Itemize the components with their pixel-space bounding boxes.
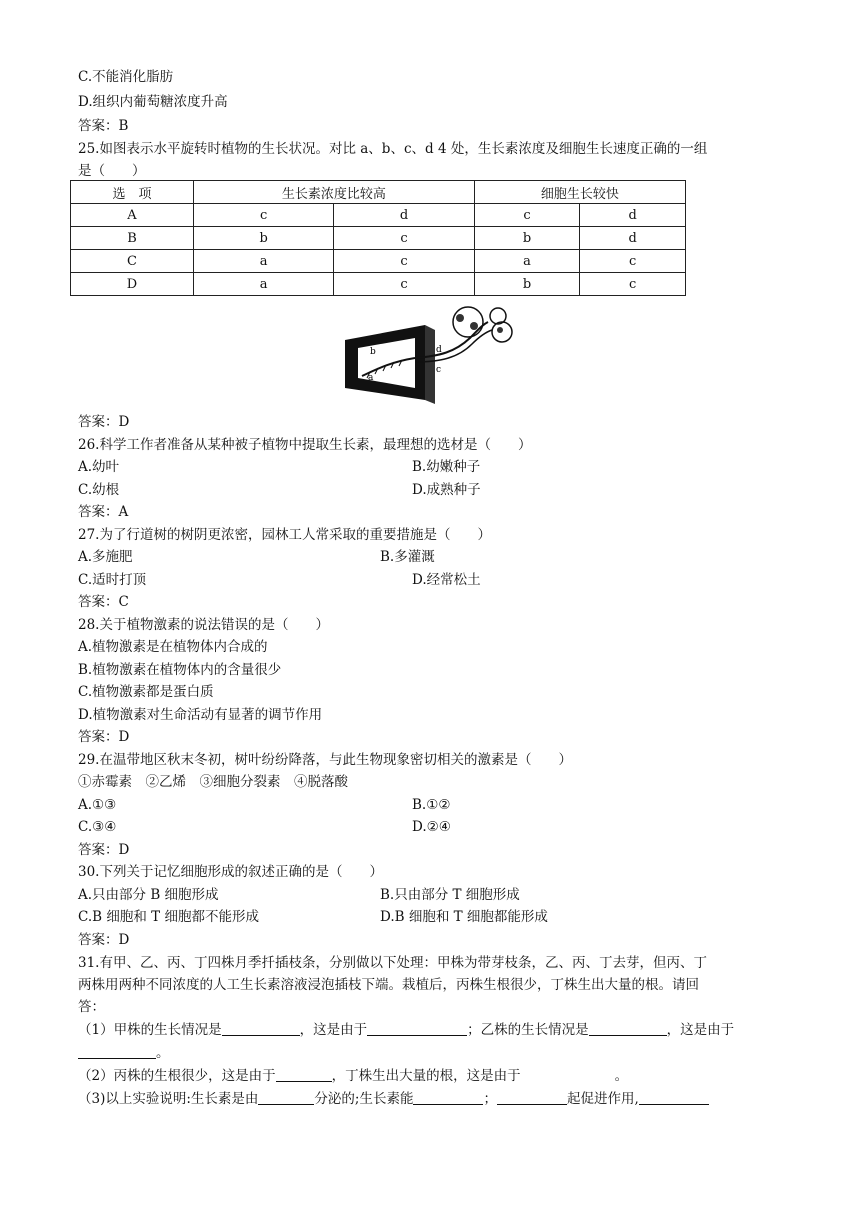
option-b: B.植物激素在植物体内的含量很少 xyxy=(78,662,282,678)
answer-27: 答案：C xyxy=(78,594,129,610)
table-cell: c xyxy=(334,250,474,273)
table-row xyxy=(71,227,686,250)
option-a: A.①③ xyxy=(78,797,117,813)
label-d: d xyxy=(436,345,442,355)
table-cell: a xyxy=(194,250,334,273)
answer-blank[interactable] xyxy=(367,1021,467,1036)
answer-blank[interactable] xyxy=(276,1067,332,1082)
label-c: c xyxy=(436,365,442,375)
question-29: 29.在温带地区秋末冬初，树叶纷纷降落，与此生物现象密切相关的激素是（ ） xyxy=(78,752,572,768)
table-cell: d xyxy=(334,204,474,227)
answer-blank[interactable] xyxy=(589,1021,667,1036)
question-28: 28.关于植物激素的说法错误的是（ ） xyxy=(78,617,329,633)
part3-text: 分泌的;生长素能 xyxy=(314,1091,414,1107)
option-c-line: C.不能消化脂肪 xyxy=(78,69,174,85)
table-cell: a xyxy=(474,250,580,273)
answer-blank[interactable] xyxy=(497,1090,567,1105)
table-header-cell: 生长素浓度比较高 xyxy=(194,181,475,204)
answer-26: 答案：A xyxy=(78,504,129,520)
option-c: C.幼根 xyxy=(78,482,120,498)
table-row xyxy=(71,250,686,273)
question-26: 26.科学工作者准备从某种被子植物中提取生长素，最理想的选材是（ ） xyxy=(78,437,532,453)
question-27: 27.为了行道树的树阴更浓密，园林工人常采取的重要措施是（ ） xyxy=(78,527,491,543)
option-a: A.多施肥 xyxy=(78,549,133,565)
option-a: A.只由部分 B 细胞形成 xyxy=(78,887,219,903)
option-b: B.①② xyxy=(412,797,451,813)
plant-rotation-figure xyxy=(340,300,520,410)
pot-side xyxy=(425,325,435,404)
table-cell: c xyxy=(334,227,474,250)
question-29-items: ①赤霉素 ②乙烯 ③细胞分裂素 ④脱落酸 xyxy=(78,774,348,790)
leaf-spot xyxy=(497,327,503,333)
leaf-spot xyxy=(456,314,464,322)
option-d: D.成熟种子 xyxy=(412,482,481,498)
option-c: C.植物激素都是蛋白质 xyxy=(78,684,214,700)
table-cell: B xyxy=(71,227,194,250)
answer-29: 答案：D xyxy=(78,842,130,858)
part3-text: ； xyxy=(483,1091,497,1107)
table-cell: C xyxy=(71,250,194,273)
option-b: B.多灌溉 xyxy=(380,549,435,565)
question-25-line1: 25.如图表示水平旋转时植物的生长状况。对比 a、b、c、d 4 处，生长素浓度及细胞生长速度正确的一组 xyxy=(78,141,708,157)
option-c: C.适时打顶 xyxy=(78,572,147,588)
question-31-part2 xyxy=(78,1066,628,1086)
label-b: b xyxy=(370,347,376,357)
table-cell: c xyxy=(474,204,580,227)
table-cell: b xyxy=(474,273,580,296)
part1-text: ；乙株的生长情况是 xyxy=(467,1022,589,1038)
option-d-line: D.组织内葡萄糖浓度升高 xyxy=(78,94,228,110)
option-c: C.B 细胞和 T 细胞都不能形成 xyxy=(78,909,259,925)
leaf-spot xyxy=(470,322,478,330)
label-a: a xyxy=(368,373,374,383)
option-c: C.③④ xyxy=(78,819,117,835)
answer-blank[interactable] xyxy=(413,1090,483,1105)
table-cell: c xyxy=(194,204,334,227)
table-header-cell: 细胞生长较快 xyxy=(474,181,685,204)
leaf-left xyxy=(453,307,483,337)
table-cell: D xyxy=(71,273,194,296)
option-d: D.经常松土 xyxy=(412,572,481,588)
question-30: 30.下列关于记忆细胞形成的叙述正确的是（ ） xyxy=(78,864,383,880)
table-cell: a xyxy=(194,273,334,296)
part2-text: （2）丙株的生根很少，这是由于 xyxy=(78,1068,276,1084)
table-cell: A xyxy=(71,204,194,227)
table-cell: b xyxy=(194,227,334,250)
option-d: D.②④ xyxy=(412,819,451,835)
answer-blank[interactable] xyxy=(639,1090,709,1105)
part1-text: （1）甲株的生长情况是 xyxy=(78,1022,222,1038)
part2-text: ，丁株生出大量的根，这是由于 xyxy=(331,1068,521,1084)
table-cell: c xyxy=(334,273,474,296)
option-b: B.幼嫩种子 xyxy=(412,459,481,475)
part3-text: （3)以上实验说明:生长素是由 xyxy=(78,1091,259,1107)
option-d: D.B 细胞和 T 细胞都能形成 xyxy=(380,909,548,925)
question-31-part3 xyxy=(78,1089,709,1109)
table-cell: d xyxy=(580,227,686,250)
part1-text: ，这是由于 xyxy=(299,1022,368,1038)
part2-text: 。 xyxy=(614,1068,629,1084)
table-header-row xyxy=(71,181,686,204)
option-a: A.植物激素是在植物体内合成的 xyxy=(78,639,268,655)
part1-text: 。 xyxy=(156,1045,170,1061)
answer-28: 答案：D xyxy=(78,729,130,745)
part1-text: ，这是由于 xyxy=(666,1022,735,1038)
question-31-line1: 31.有甲、乙、丙、丁四株月季扦插枝条，分别做以下处理：甲株为带芽枝条，乙、丙、丁去芽，但丙、丁 xyxy=(78,955,707,971)
question-31-line3: 答： xyxy=(78,999,105,1015)
option-b: B.只由部分 T 细胞形成 xyxy=(380,887,520,903)
answer-25: 答案：D xyxy=(78,414,130,430)
option-d: D.植物激素对生命活动有显著的调节作用 xyxy=(78,707,323,723)
table-row xyxy=(71,204,686,227)
answer-24: 答案：B xyxy=(78,118,129,134)
table-cell: c xyxy=(580,250,686,273)
part3-text: 起促进作用, xyxy=(566,1091,639,1107)
question-25-table xyxy=(70,180,686,296)
option-a: A.幼叶 xyxy=(78,459,120,475)
answer-blank[interactable] xyxy=(222,1021,300,1036)
question-31-part1 xyxy=(78,1020,734,1040)
table-cell: c xyxy=(580,273,686,296)
answer-blank[interactable] xyxy=(78,1044,156,1059)
table-header-cell: 选 项 xyxy=(71,181,194,204)
question-25-line2: 是（ ） xyxy=(78,163,146,179)
table-row xyxy=(71,273,686,296)
table-cell: b xyxy=(474,227,580,250)
table-cell: d xyxy=(580,204,686,227)
answer-blank[interactable] xyxy=(258,1090,314,1105)
question-31-line2: 两株用两种不同浓度的人工生长素溶液浸泡插枝下端。栽植后，丙株生根很少，丁株生出大量的根。请回 xyxy=(78,977,699,993)
question-31-part1-cont xyxy=(78,1043,170,1063)
answer-30: 答案：D xyxy=(78,932,130,948)
